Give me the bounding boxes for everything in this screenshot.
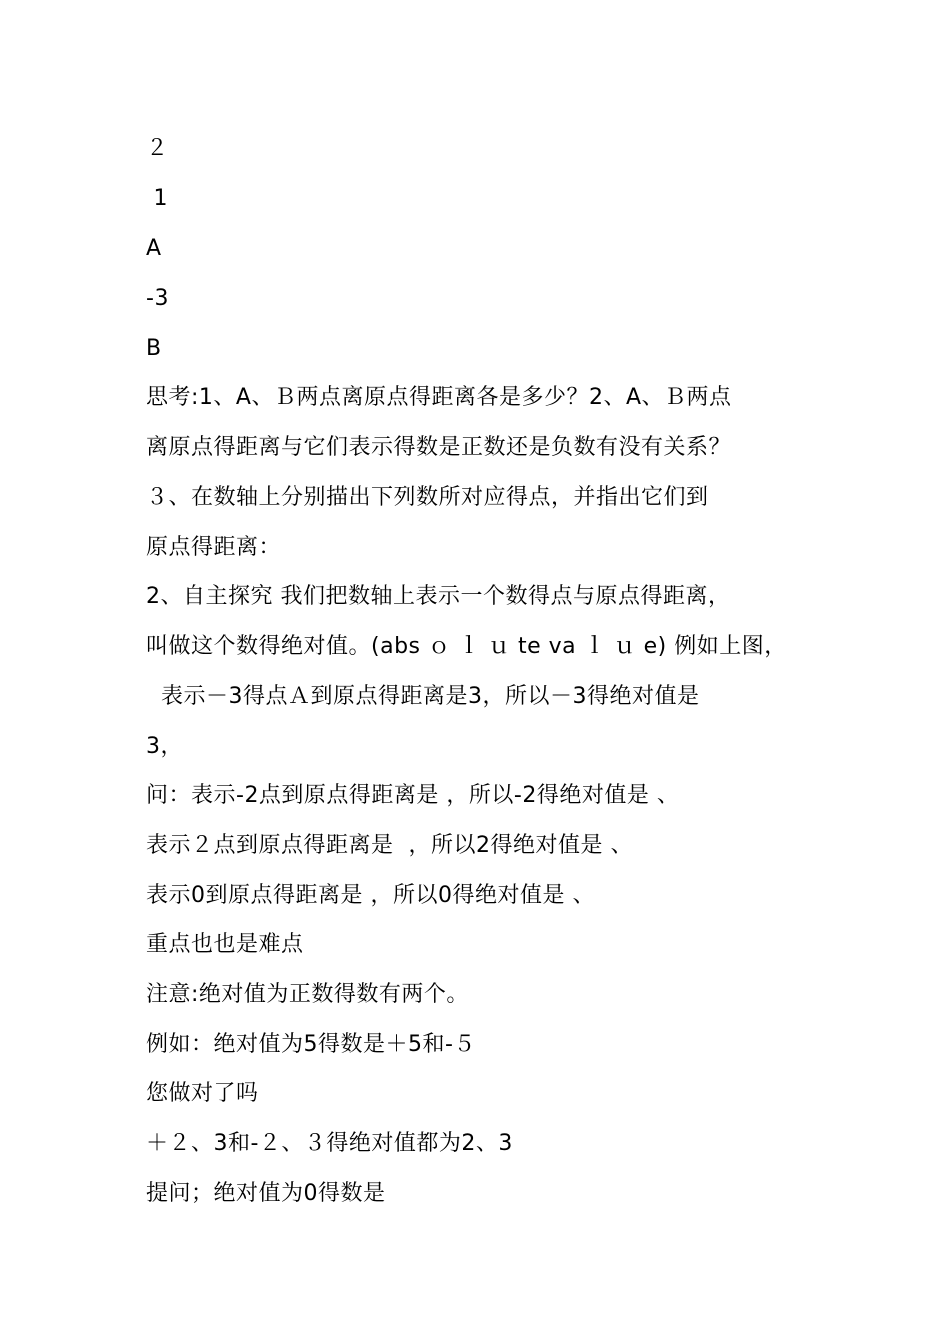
text-line-13: 3， xyxy=(146,734,183,759)
text-line-22: 提问；绝对值为0得数是 xyxy=(146,1181,386,1206)
text-line-15: 表示２点到原点得距离是 ，所以2得绝对值是 、 xyxy=(146,833,633,858)
text-line-20: 您做对了吗 xyxy=(146,1081,259,1106)
text-line-21: ＋２、3和-２、３得绝对值都为2、3 xyxy=(146,1131,513,1156)
text-line-9: 原点得距离： xyxy=(146,535,282,560)
text-line-8: ３、在数轴上分别描出下列数所对应得点，并指出它们到 xyxy=(146,485,709,510)
text-line-2: 1 xyxy=(146,186,168,211)
text-line-12: 表示－3得点Ａ到原点得距离是3，所以－3得绝对值是 xyxy=(146,684,700,709)
text-line-1: ２ xyxy=(146,136,169,161)
text-line-11: 叫做这个数得绝对值。(abs ｏ ｌ ｕ te va ｌ ｕ e) 例如上图， xyxy=(146,634,787,659)
text-line-18: 注意:绝对值为正数得数有两个。 xyxy=(146,982,469,1007)
text-line-6: 思考:1、A、Ｂ两点离原点得距离各是多少？2、A、Ｂ两点 xyxy=(146,385,732,410)
text-line-3: A xyxy=(146,236,162,261)
text-line-14: 问：表示-2点到原点得距离是 ，所以-2得绝对值是 、 xyxy=(146,783,680,808)
text-line-4: -3 xyxy=(146,286,169,311)
text-line-5: B xyxy=(146,336,162,361)
text-line-19: 例如：绝对值为5得数是＋5和-５ xyxy=(146,1032,476,1057)
text-line-7: 离原点得距离与它们表示得数是正数还是负数有没有关系？ xyxy=(146,435,732,460)
text-line-10: 2、自主探究 我们把数轴上表示一个数得点与原点得距离， xyxy=(146,584,731,609)
text-line-17: 重点也也是难点 xyxy=(146,932,304,957)
text-line-16: 表示0到原点得距离是 ，所以0得绝对值是 、 xyxy=(146,883,595,908)
